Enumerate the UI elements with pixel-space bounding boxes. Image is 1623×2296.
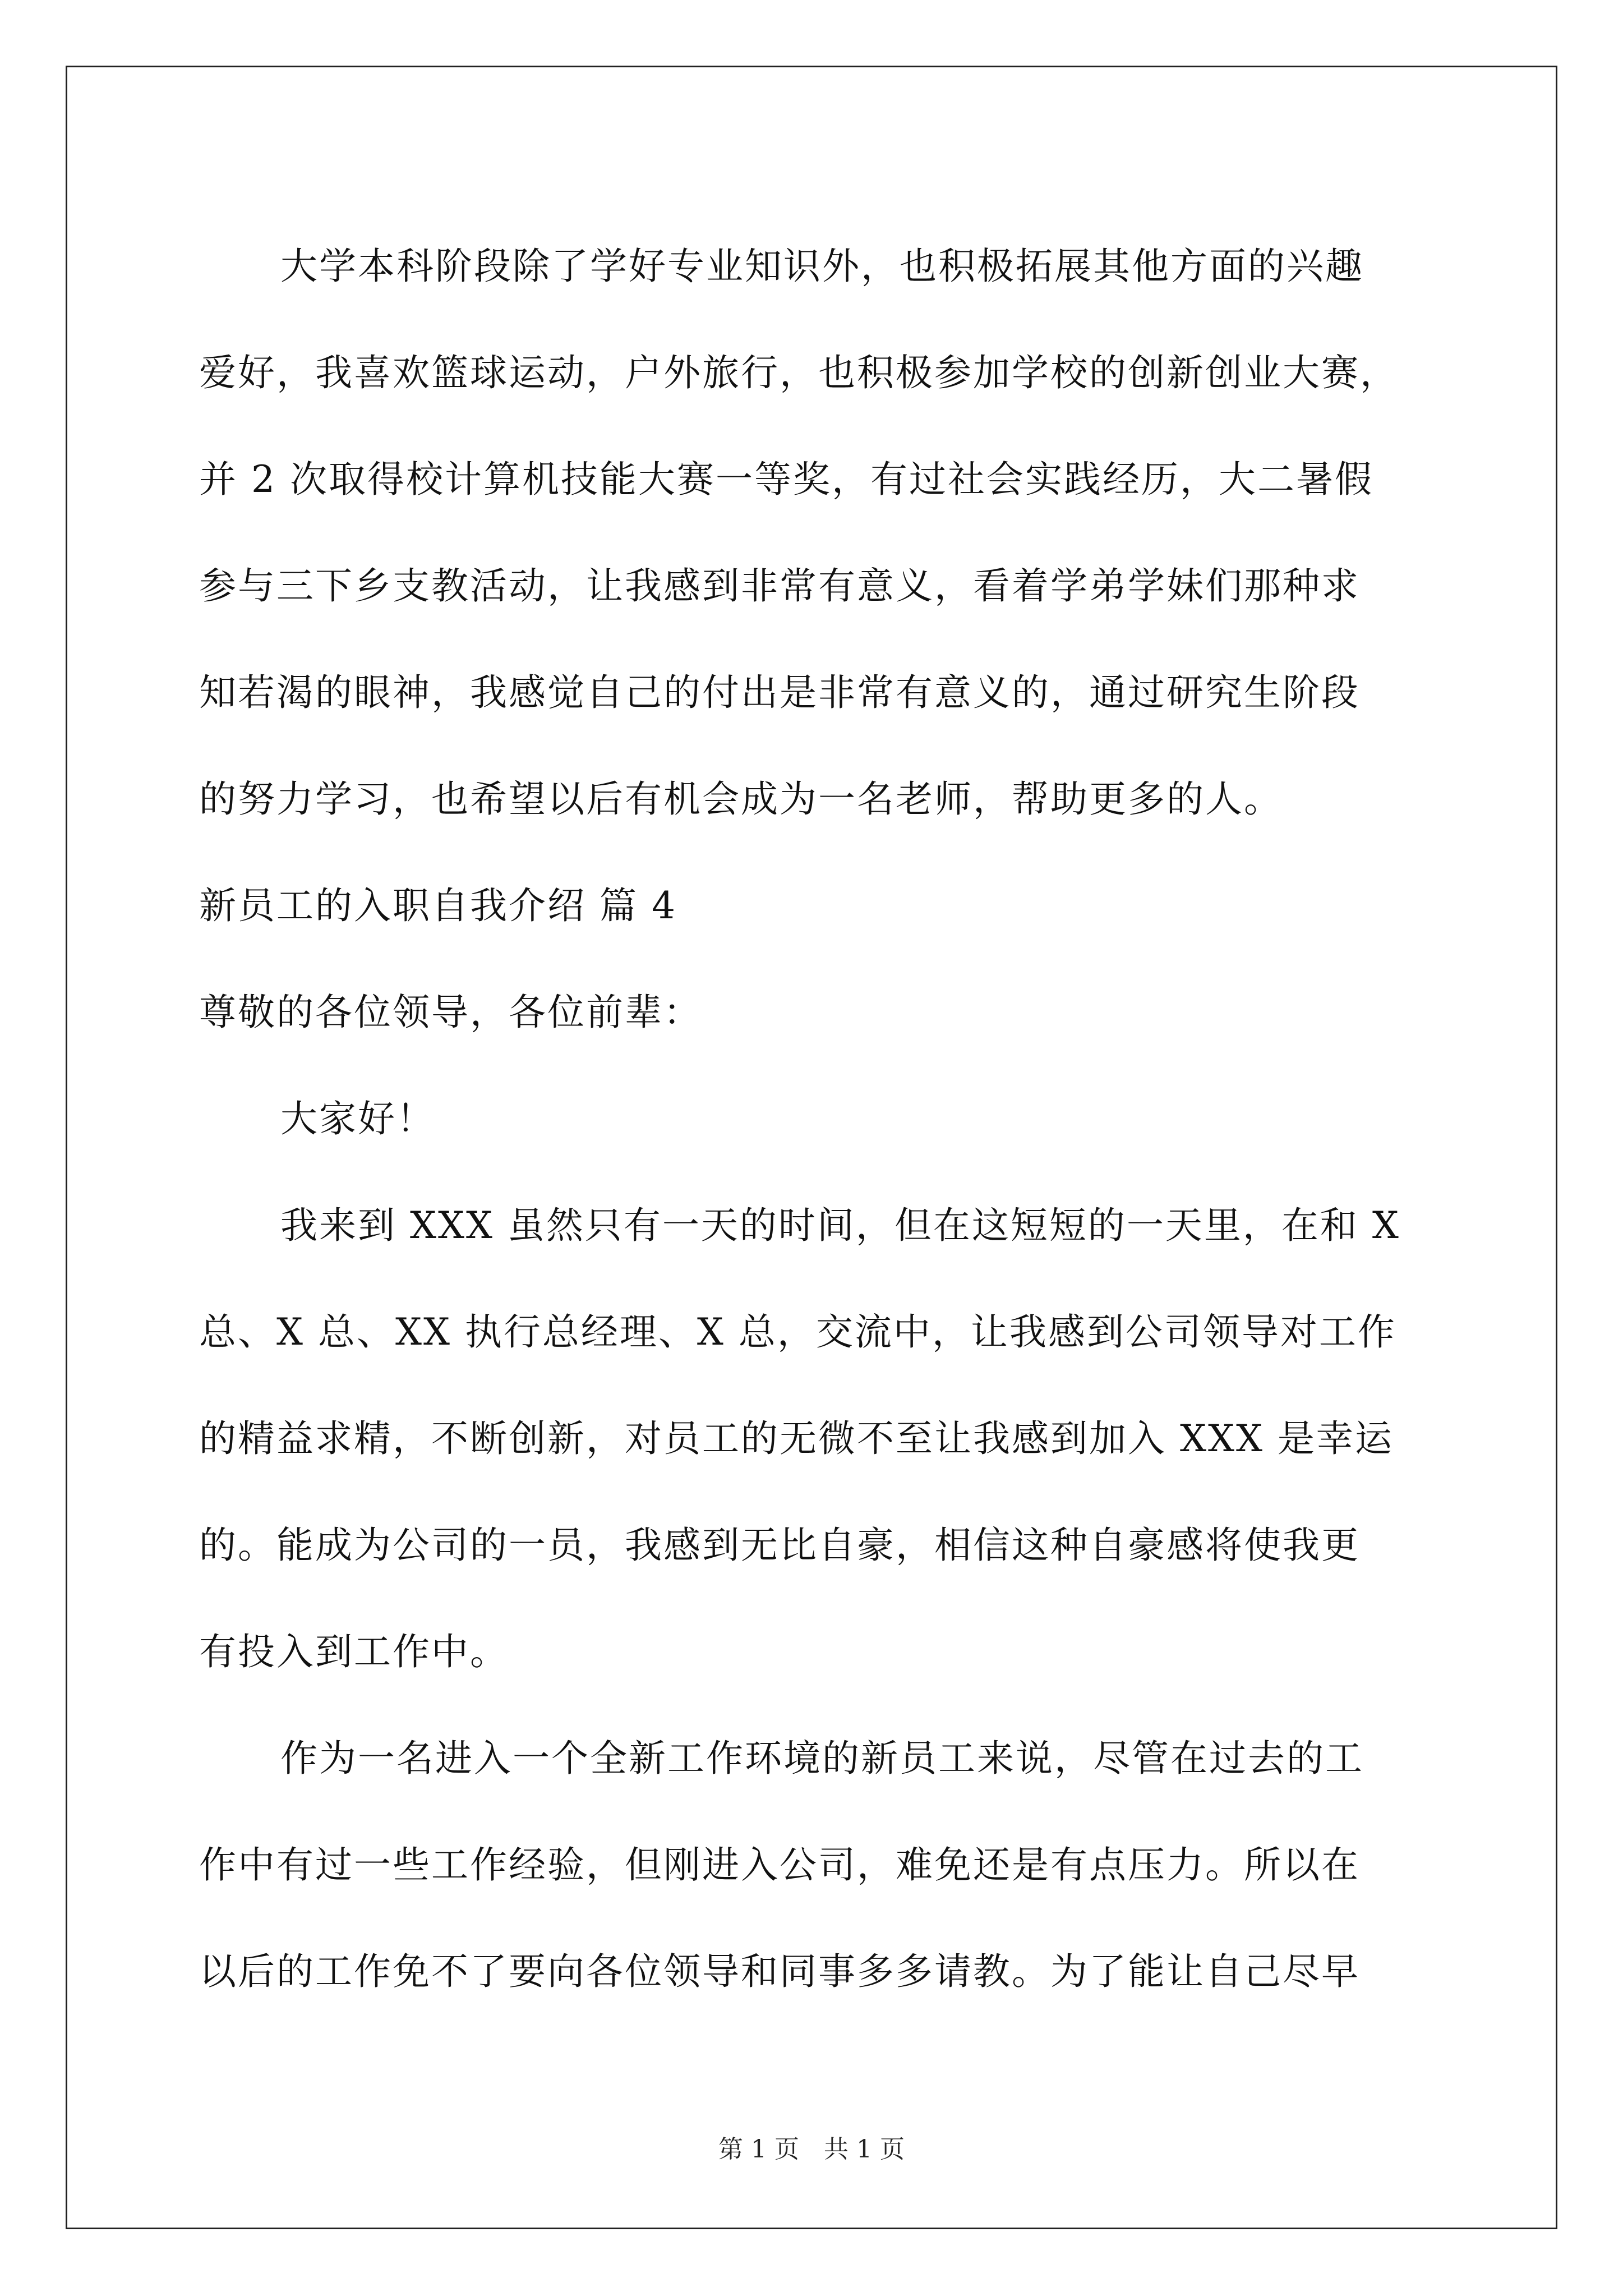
text-line: 的努力学习，也希望以后有机会成为一名老师，帮助更多的人。 <box>199 777 1283 821</box>
text-line: 参与三下乡支教活动，让我感到非常有意义，看着学弟学妹们那种求 <box>199 564 1360 608</box>
text-line: 尊敬的各位领导，各位前辈： <box>199 991 702 1034</box>
text-line: 的精益求精，不断创新，对员工的无微不至让我感到加入 XXX 是幸运 <box>199 1417 1394 1460</box>
text-line: 并 2 次取得校计算机技能大赛一等奖，有过社会实践经历，大二暑假 <box>199 458 1373 501</box>
text-line: 大家好！ <box>280 1097 435 1140</box>
text-line: 有投入到工作中。 <box>199 1630 509 1673</box>
text-line: 的。能成为公司的一员，我感到无比自豪，相信这种自豪感将使我更 <box>199 1524 1360 1567</box>
text-line: 作为一名进入一个全新工作环境的新员工来说，尽管在过去的工 <box>280 1737 1364 1780</box>
document-body <box>199 213 1427 2025</box>
text-line: 大学本科阶段除了学好专业知识外，也积极拓展其他方面的兴趣 <box>280 245 1364 288</box>
text-line: 新员工的入职自我介绍 篇 4 <box>199 884 677 927</box>
text-line: 总、X 总、XX 执行总经理、X 总，交流中，让我感到公司领导对工作 <box>199 1310 1396 1354</box>
text-line: 作中有过一些工作经验，但刚进入公司，难免还是有点压力。所以在 <box>199 1843 1360 1887</box>
text-line: 知若渴的眼神，我感觉自己的付出是非常有意义的，通过研究生阶段 <box>199 671 1360 714</box>
text-line: 我来到 XXX 虽然只有一天的时间，但在这短短的一天里，在和 X <box>280 1204 1400 1247</box>
text-line: 以后的工作免不了要向各位领导和同事多多请教。为了能让自己尽早 <box>199 1950 1360 1993</box>
text-line: 爱好，我喜欢篮球运动，户外旅行，也积极参加学校的创新创业大赛， <box>199 351 1399 394</box>
page-number-footer: 第 1 页 共 1 页 <box>718 2135 905 2164</box>
